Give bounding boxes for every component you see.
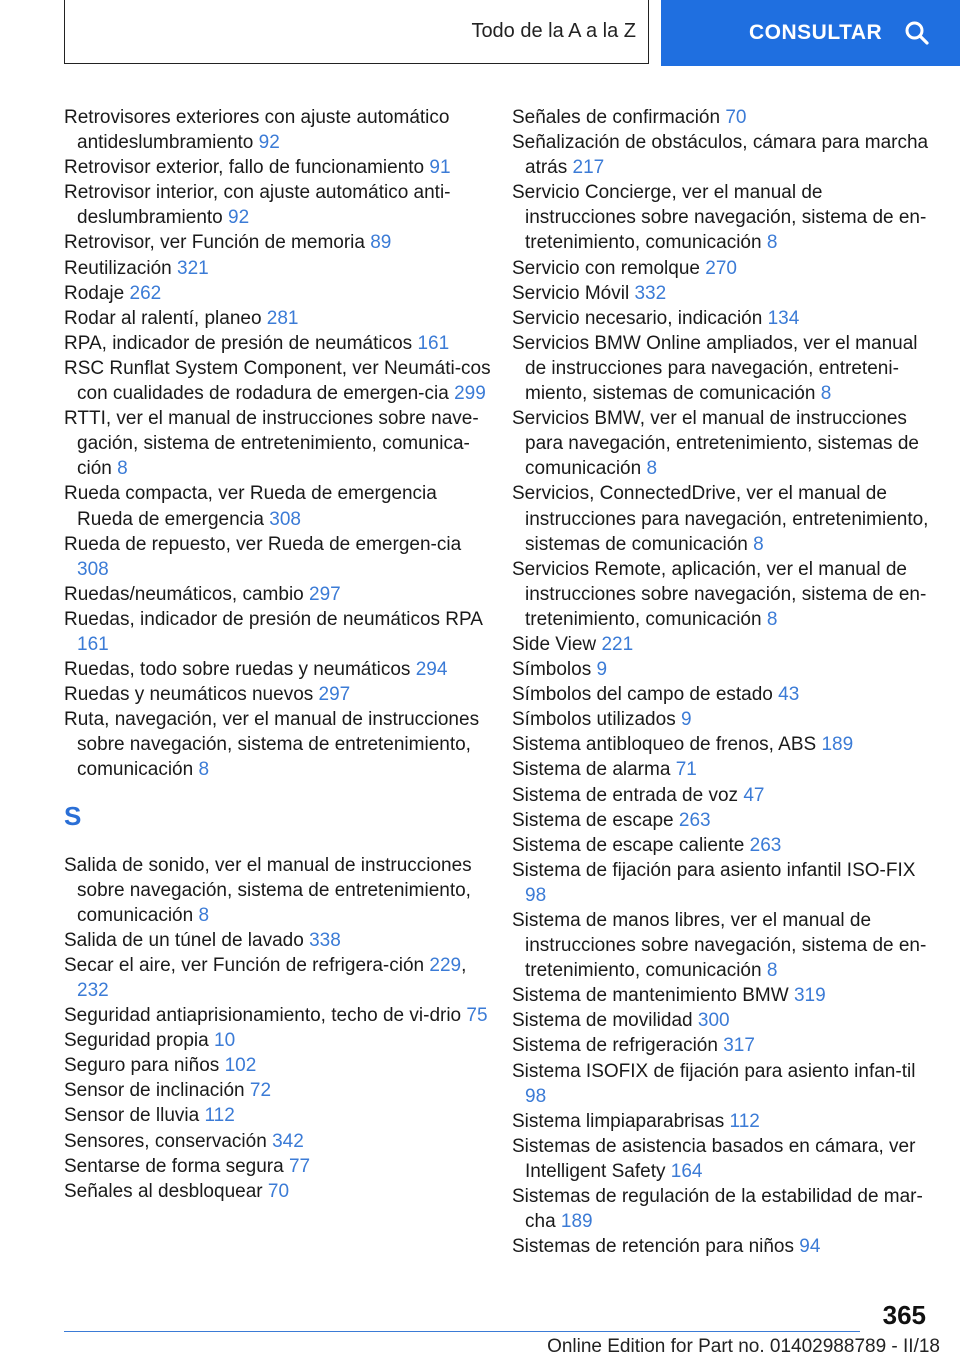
index-entry <box>64 1154 494 1179</box>
page-link[interactable]: 92 <box>228 207 250 229</box>
page-link[interactable]: 94 <box>799 1236 821 1258</box>
index-entry-text: Salida de un túnel de lavado <box>64 929 304 951</box>
index-entry-text: Rueda compacta, ver Rueda de emergencia Rueda de emergencia <box>64 483 437 530</box>
index-entry-text: Servicio Móvil <box>512 282 630 304</box>
page-link[interactable]: 308 <box>77 558 109 580</box>
consult-button[interactable] <box>661 0 960 66</box>
index-entry <box>512 808 932 833</box>
index-entry <box>512 783 932 808</box>
page-link[interactable]: 43 <box>778 684 800 706</box>
index-entry <box>64 230 494 255</box>
index-entry-text: Servicios BMW, ver el manual de instrucciones para navegación, entretenimiento, sistemas de comunicación <box>512 408 919 480</box>
index-entry-text: Seguro para niños <box>64 1055 220 1077</box>
page-link[interactable]: 297 <box>309 583 341 605</box>
index-entry-text: Ruedas, todo sobre ruedas y neumáticos <box>64 659 411 681</box>
page-link[interactable]: 8 <box>646 458 658 480</box>
index-entry <box>64 155 494 180</box>
index-entry <box>512 1008 932 1033</box>
index-entry <box>512 1234 932 1259</box>
page-link[interactable]: 102 <box>224 1055 257 1077</box>
index-entry <box>512 707 932 732</box>
index-entry-text: Servicio necesario, indicación <box>512 307 763 329</box>
page-number: 365 <box>882 1300 926 1330</box>
index-entry <box>512 557 932 632</box>
index-list-s <box>64 853 494 1204</box>
page-link[interactable]: 232 <box>77 980 109 1001</box>
index-entry-text: Sensores, conservación <box>64 1130 267 1152</box>
index-entry <box>64 682 494 707</box>
index-entry-text: Sistema de manos libres, ver el manual de instrucciones sobre navegación, sistema de en-tretenimiento, comunicación <box>512 910 927 982</box>
page-link[interactable]: 112 <box>729 1110 760 1132</box>
page-link[interactable]: 77 <box>288 1155 311 1177</box>
index-entry <box>512 732 932 757</box>
page-link[interactable]: 297 <box>318 684 351 706</box>
page-link[interactable]: 221 <box>601 633 634 655</box>
page-link[interactable]: 299 <box>454 383 486 405</box>
index-entry-text: Ruta, navegación, ver el manual de instrucciones sobre navegación, sistema de entretenimiento, comunicación <box>64 709 480 781</box>
page-link[interactable]: 317 <box>723 1035 755 1057</box>
index-entry-text: Sentarse de forma segura <box>64 1155 284 1177</box>
page-link[interactable]: 262 <box>129 282 162 304</box>
index-entry-text: Sensor de inclinación <box>64 1080 245 1102</box>
index-column-right <box>512 105 932 1259</box>
page-link[interactable]: 281 <box>266 307 299 329</box>
index-entry <box>64 306 494 331</box>
index-entry <box>512 130 932 180</box>
index-entry-text: Retrovisor interior, con ajuste automático anti-deslumbramiento <box>64 182 451 229</box>
index-entry-text: Sistema de fijación para asiento infantil ISO-FIX <box>512 859 916 881</box>
index-entry <box>512 1059 932 1109</box>
index-entry <box>64 1028 494 1053</box>
index-entry <box>64 406 494 481</box>
page-link[interactable]: 8 <box>820 383 832 405</box>
index-entry <box>512 682 932 707</box>
page-link[interactable]: 70 <box>725 107 747 128</box>
section-letter-s: S <box>64 800 82 831</box>
index-entry-text: Servicio con remolque <box>512 257 700 279</box>
index-entry-text: Señalización de obstáculos, cámara para marcha atrás <box>512 132 929 179</box>
index-entry-text: Servicios, ConnectedDrive, ver el manual de instrucciones para navegación, entretenimiento, sistemas de comunicación <box>512 483 929 555</box>
page-link[interactable]: 8 <box>766 608 778 630</box>
index-entry <box>512 105 932 130</box>
index-entry <box>64 853 494 928</box>
index-entry <box>512 833 932 858</box>
page-link[interactable]: 112 <box>204 1105 235 1127</box>
page-link[interactable]: 332 <box>634 282 667 304</box>
tab-a-to-z-label: Todo de la A a la Z <box>471 20 636 42</box>
tab-a-to-z[interactable] <box>64 0 649 64</box>
page-link[interactable]: 189 <box>560 1211 593 1233</box>
page-link[interactable]: 91 <box>429 157 451 179</box>
index-entry-text: Seguridad antiaprisionamiento, techo de vi-drio <box>64 1005 462 1027</box>
index-entry-text: Rodar al ralentí, planeo <box>64 307 262 329</box>
index-entry <box>64 481 494 531</box>
index-entry-text: Retrovisor exterior, fallo de funcionamiento <box>64 157 425 179</box>
index-list-r <box>64 105 494 783</box>
page-link[interactable]: 8 <box>766 960 778 982</box>
page-link[interactable]: 164 <box>670 1160 703 1182</box>
page-link[interactable]: 294 <box>415 659 448 681</box>
index-entry <box>64 707 494 782</box>
index-entry-text: RPA, indicador de presión de neumáticos <box>64 332 413 354</box>
index-entry-text: Sistemas de asistencia basados en cámara, ver Intelligent Safety <box>512 1135 916 1182</box>
index-entry-text: Símbolos del campo de estado <box>512 684 773 706</box>
index-entry <box>512 1033 932 1058</box>
index-entry-text: Sistema de mantenimiento BMW <box>512 985 789 1007</box>
index-entry <box>64 281 494 306</box>
page-link[interactable]: 8 <box>766 232 778 254</box>
index-entry-text: Sistema de alarma <box>512 759 671 781</box>
index-entry-text: Sistema de escape caliente <box>512 834 745 856</box>
page-link[interactable]: 217 <box>572 157 605 179</box>
index-entry-text: Ruedas, indicador de presión de neumáticos RPA <box>64 608 482 630</box>
page-link[interactable]: 161 <box>417 332 450 354</box>
index-entry <box>64 1053 494 1078</box>
page-link[interactable]: 9 <box>680 709 692 731</box>
index-entry-text: Sistema limpiaparabrisas <box>512 1110 725 1132</box>
page-link[interactable]: 98 <box>525 1085 547 1107</box>
edition-note: Online Edition for Part no. 01402988789 - II/18 <box>547 1336 940 1357</box>
page-link[interactable]: 263 <box>678 809 711 831</box>
index-entry <box>512 281 932 306</box>
index-entry <box>64 1103 494 1128</box>
index-entry-text: Reutilización <box>64 257 172 279</box>
page-link[interactable]: 319 <box>793 985 826 1007</box>
page-link[interactable]: 308 <box>269 508 301 530</box>
page-link[interactable]: 8 <box>753 533 764 555</box>
index-entry <box>512 908 932 983</box>
index-entry-text: Servicios BMW Online ampliados, ver el manual de instrucciones para navegación, entreteni-miento, sistemas de comunicación <box>512 332 918 405</box>
index-entry-text: RSC Runflat System Component, ver Neumáti-cos con cualidades de rodadura de emergen-cia <box>64 357 491 405</box>
search-icon <box>904 20 930 46</box>
page-link[interactable]: 8 <box>198 759 210 781</box>
index-column-left <box>64 105 494 1204</box>
index-entry <box>512 180 932 255</box>
index-entry-text: Seguridad propia <box>64 1030 209 1052</box>
index-entry <box>64 1129 494 1154</box>
index-entry <box>64 532 494 582</box>
index-entry <box>64 928 494 953</box>
index-entry: Secar el aire, ver Función de refrigera-ción 229, 232 <box>64 954 467 1001</box>
page-link[interactable]: 300 <box>697 1010 730 1032</box>
index-list-s-continued <box>512 105 932 1259</box>
top-bar <box>0 0 960 66</box>
index-entry-text: Ruedas y neumáticos nuevos <box>64 684 314 706</box>
index-entry-text: Sensor de lluvia <box>64 1105 200 1127</box>
page-link[interactable]: 342 <box>272 1130 304 1152</box>
index-entry-text: Retrovisor, ver Función de memoria <box>64 232 365 254</box>
index-entry <box>64 356 494 406</box>
index-entry-text: Sistema de refrigeración <box>512 1035 718 1057</box>
index-entry <box>512 481 932 556</box>
page-link[interactable]: 134 <box>767 307 800 329</box>
page-link[interactable]: 8 <box>198 904 210 926</box>
index-entry-text: Sistemas de retención para niños <box>512 1236 794 1258</box>
index-entry-text: Sistema ISOFIX de fijación para asiento infan-til <box>512 1060 916 1082</box>
index-entry <box>64 105 494 155</box>
index-entry-text: Salida de sonido, ver el manual de instrucciones sobre navegación, sistema de entretenimiento, comunicación <box>64 854 472 926</box>
index-entry <box>64 582 494 607</box>
page-link[interactable]: 8 <box>117 458 128 480</box>
page-link[interactable]: 321 <box>177 257 209 279</box>
index-entry <box>512 1134 932 1184</box>
index-entry <box>512 1109 932 1134</box>
index-entry-text: Sistema de entrada de voz <box>512 784 739 806</box>
index-entry-text: Secar el aire, ver Función de refrigera-ción <box>64 954 425 976</box>
index-entry <box>512 657 932 682</box>
index-entry-text: Símbolos <box>512 659 592 681</box>
index-entry <box>64 1179 494 1204</box>
index-entry-text: Rueda de repuesto, ver Rueda de emergen-cia <box>64 533 462 555</box>
index-entry-text: Señales al desbloquear <box>64 1180 263 1202</box>
index-entry <box>512 858 932 908</box>
page-link[interactable]: 47 <box>743 784 765 806</box>
index-entry-text: Rodaje <box>64 282 125 304</box>
index-entry <box>64 657 494 682</box>
index-entry-text: Retrovisores exteriores con ajuste automático antideslumbramiento <box>64 107 450 154</box>
page-link[interactable]: 72 <box>249 1080 272 1102</box>
index-entry <box>64 180 494 230</box>
index-entry-text: Señales de confirmación <box>512 107 721 128</box>
page-link[interactable]: 98 <box>525 884 547 906</box>
page-link[interactable]: 229 <box>429 954 462 976</box>
index-entry <box>512 757 932 782</box>
index-entry <box>64 607 494 657</box>
index-entry-text: Ruedas/neumáticos, cambio <box>64 583 304 605</box>
index-entry <box>512 331 932 406</box>
page-link[interactable]: 10 <box>214 1030 236 1052</box>
page-link[interactable]: 270 <box>705 257 737 279</box>
index-entry-text: Side View <box>512 633 597 655</box>
index-entry-text: Servicio Concierge, ver el manual de instrucciones sobre navegación, sistema de en-tretenimiento, comunicación <box>512 182 927 254</box>
index-entry-text: Sistemas de regulación de la estabilidad de mar-cha <box>512 1186 923 1233</box>
page-link[interactable]: 189 <box>821 734 854 756</box>
index-entry-text: Sistema antibloqueo de frenos, ABS <box>512 734 817 756</box>
page-link[interactable]: 92 <box>258 132 280 154</box>
index-entry-text: Símbolos utilizados <box>512 709 676 731</box>
index-entry-text: Sistema de movilidad <box>512 1010 693 1032</box>
index-entry <box>64 256 494 281</box>
index-entry <box>512 983 932 1008</box>
consult-button-label: CONSULTAR <box>749 21 883 44</box>
page-link[interactable]: 71 <box>675 759 697 781</box>
index-entry <box>512 632 932 657</box>
index-entry <box>64 1078 494 1103</box>
index-entry <box>512 406 932 481</box>
index-entry <box>512 306 932 331</box>
page-link[interactable]: 89 <box>370 232 392 254</box>
index-entry-text: RTTI, ver el manual de instrucciones sobre nave-gación, sistema de entretenimiento, comunica-ción <box>64 408 479 480</box>
page-link[interactable]: 9 <box>596 659 608 681</box>
page-link[interactable]: 75 <box>466 1005 488 1027</box>
index-entry-text: Servicios Remote, aplicación, ver el manual de instrucciones sobre navegación, sistema de en-tretenimiento, comunicación <box>512 558 927 630</box>
index-entry <box>64 1003 494 1028</box>
page-link[interactable]: 338 <box>309 929 341 951</box>
page-link[interactable]: 70 <box>267 1180 290 1202</box>
index-entry <box>64 331 494 356</box>
index-entry-text: Sistema de escape <box>512 809 674 831</box>
index-entry <box>512 256 932 281</box>
page-link[interactable]: 161 <box>77 633 109 655</box>
index-entry <box>512 1184 932 1234</box>
footer-divider <box>64 1331 860 1332</box>
page-link[interactable]: 263 <box>749 834 782 856</box>
